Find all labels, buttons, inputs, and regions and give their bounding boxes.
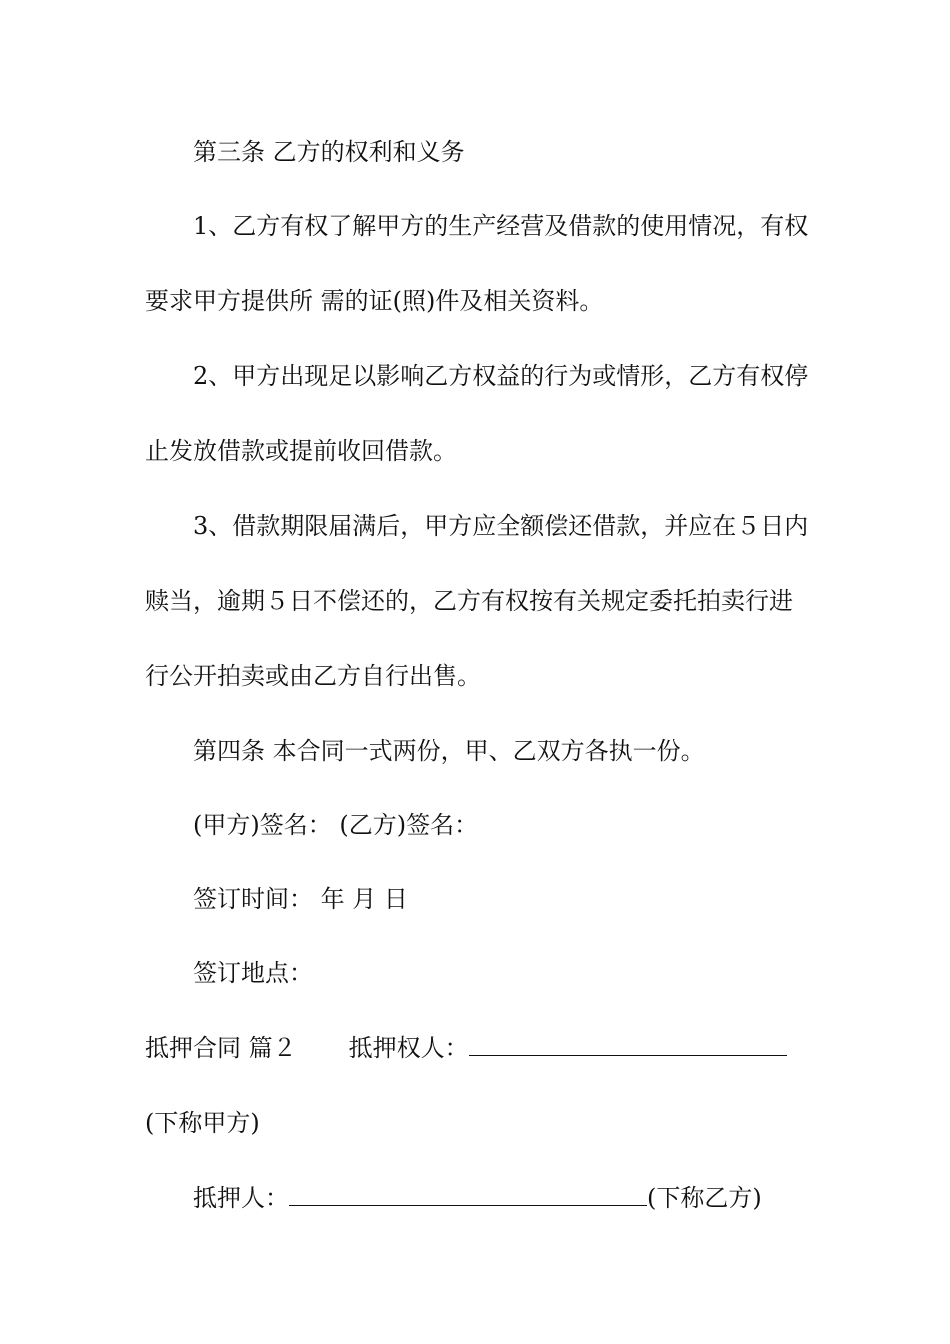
signing-date-line: 签订时间： 年 月 日 — [193, 885, 408, 913]
paragraph-line: 要求甲方提供所 需的证(照)件及相关资料。 — [145, 287, 604, 315]
paragraph-line: 赎当，逾期５日不偿还的，乙方有权按有关规定委托拍卖行进 — [145, 587, 793, 615]
paragraph-line: 行公开拍卖或由乙方自行出售。 — [145, 662, 481, 690]
contract-2-header-line — [145, 1031, 810, 1065]
article-3-heading: 第三条 乙方的权利和义务 — [193, 138, 465, 166]
article-4-text: 第四条 本合同一式两份，甲、乙双方各执一份。 — [193, 737, 705, 765]
party-a-suffix: (下称甲方) — [145, 1109, 260, 1137]
paragraph-line: 1、乙方有权了解甲方的生产经营及借款的使用情况，有权 — [193, 212, 809, 240]
mortgagor-blank — [289, 1183, 647, 1206]
paragraph-line: 3、借款期限届满后，甲方应全额偿还借款，并应在５日内 — [193, 512, 809, 540]
party-b-suffix: (下称乙方) — [647, 1184, 762, 1212]
signature-line: (甲方)签名： (乙方)签名： — [193, 811, 479, 839]
mortgagee-label: 抵押权人： — [348, 1034, 469, 1062]
mortgagor-label: 抵押人： — [193, 1184, 289, 1212]
paragraph-line: 止发放借款或提前收回借款。 — [145, 437, 457, 465]
contract-2-heading: 抵押合同 篇２ — [145, 1034, 297, 1062]
paragraph-line: 2、甲方出现足以影响乙方权益的行为或情形，乙方有权停 — [193, 362, 809, 390]
signing-place-line: 签订地点： — [193, 959, 313, 987]
mortgagee-blank — [469, 1033, 787, 1056]
mortgagor-line — [145, 1181, 810, 1215]
